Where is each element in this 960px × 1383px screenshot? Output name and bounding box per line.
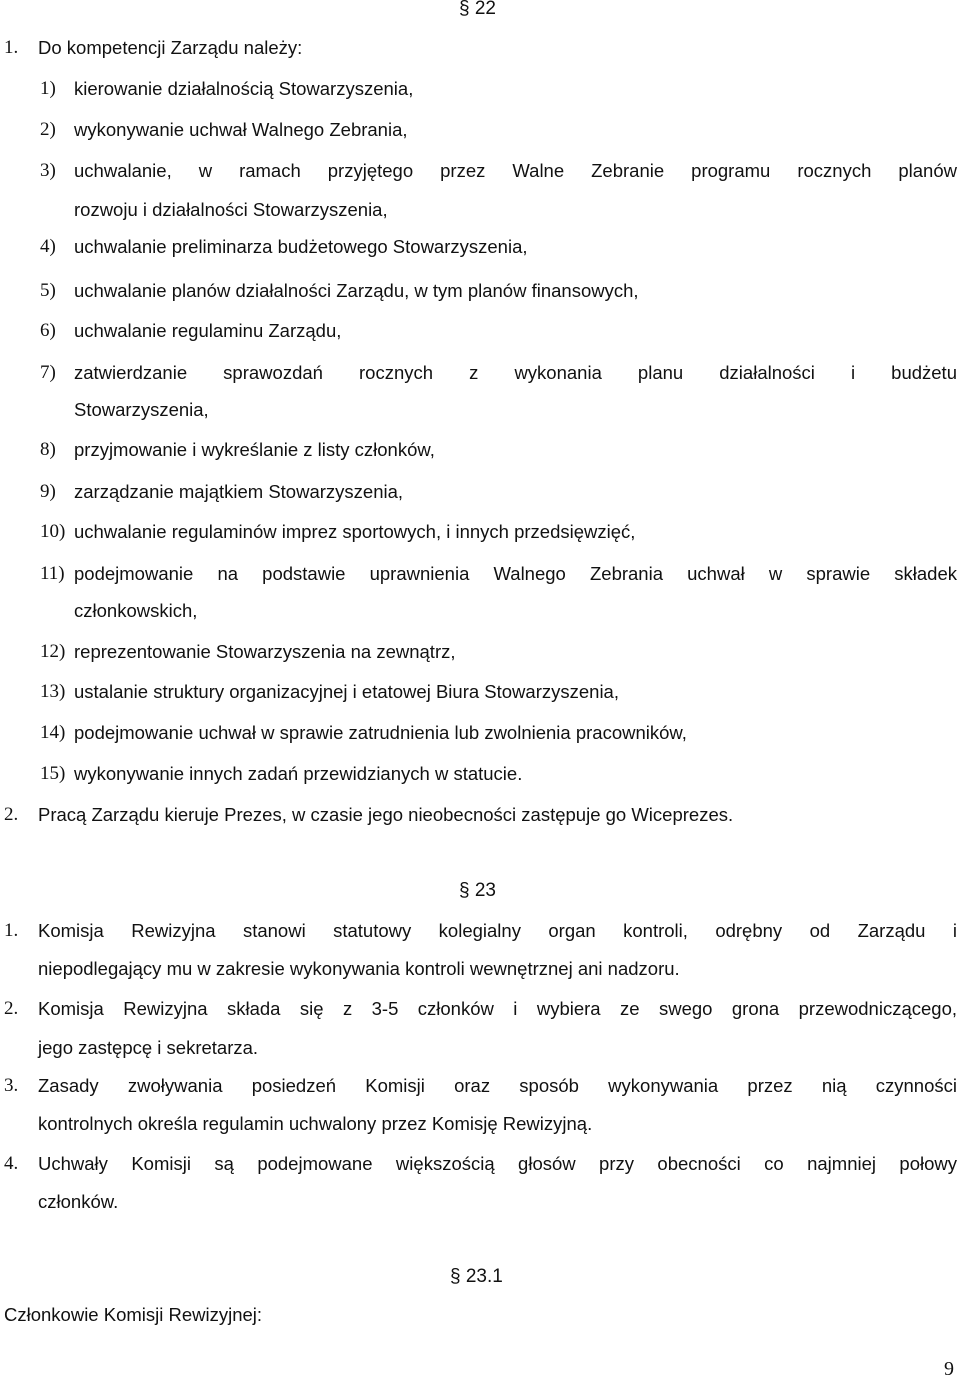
paragraph-text: Komisja Rewizyjna składa się z 3-5 członków i wybiera ze swego grona przewodniczącego,	[38, 998, 957, 1019]
list-item-text: uchwalanie, w ramach przyjętego przez Walne Zebranie programu rocznych planów	[74, 160, 957, 181]
list-item-text-continued: członkowskich,	[74, 600, 198, 621]
list-item-number: 13)	[40, 681, 66, 702]
list-item-text: uchwalanie planów działalności Zarządu, w tym planów finansowych,	[74, 280, 639, 301]
paragraph-text-continued: niepodlegający mu w zakresie wykonywania kontroli wewnętrznej ani nadzoru.	[38, 958, 680, 979]
section-22-heading: § 22	[459, 0, 496, 19]
list-item-text: zarządzanie majątkiem Stowarzyszenia,	[74, 481, 404, 502]
section-23-heading: § 23	[459, 880, 496, 901]
list-item-text: ustalanie struktury organizacyjnej i etatowej Biura Stowarzyszenia,	[74, 681, 619, 702]
list-item-number: 1)	[40, 78, 56, 99]
paragraph-text-continued: członków.	[38, 1191, 119, 1212]
list-item-text: wykonywanie uchwał Walnego Zebrania,	[74, 119, 408, 140]
section-23-1-heading: § 23.1	[450, 1266, 503, 1287]
list-item-text-continued: rozwoju i działalności Stowarzyszenia,	[74, 199, 388, 220]
paragraph-text: Komisja Rewizyjna stanowi statutowy kolegialny organ kontroli, odrębny od Zarządu i	[38, 920, 957, 941]
list-item-text: podejmowanie na podstawie uprawnienia Walnego Zebrania uchwał w sprawie składek	[74, 563, 957, 584]
paragraph-text: Zasady zwoływania posiedzeń Komisji oraz sposób wykonywania przez nią czynności	[38, 1075, 957, 1096]
list-item-text: uchwalanie regulaminów imprez sportowych, i innych przedsięwzięć,	[74, 521, 636, 542]
list-item-text: zatwierdzanie sprawozdań rocznych z wykonania planu działalności i budżetu	[74, 362, 957, 383]
list-item-number: 6)	[40, 320, 56, 341]
list-item-number: 11)	[40, 563, 65, 584]
paragraph-number: 4.	[4, 1153, 19, 1174]
list-item-text: uchwalanie preliminarza budżetowego Stowarzyszenia,	[74, 236, 528, 257]
list-item-text: przyjmowanie i wykreślanie z listy członków,	[74, 439, 435, 460]
page-number: 9	[944, 1358, 954, 1380]
list-item-text: kierowanie działalnością Stowarzyszenia,	[74, 78, 414, 99]
list-item-number: 3)	[40, 160, 56, 181]
list-item-text: uchwalanie regulaminu Zarządu,	[74, 320, 342, 341]
paragraph-text: Uchwały Komisji są podejmowane większością głosów przy obecności co najmniej połowy	[38, 1153, 957, 1174]
paragraph-text-continued: kontrolnych określa regulamin uchwalony przez Komisję Rewizyjną.	[38, 1113, 593, 1134]
list-item-text: podejmowanie uchwał w sprawie zatrudnienia lub zwolnienia pracowników,	[74, 722, 687, 743]
paragraph-number: 1.	[4, 920, 19, 941]
list-item-number: 9)	[40, 481, 56, 502]
list-item-number: 5)	[40, 280, 56, 301]
paragraph-text: Do kompetencji Zarządu należy:	[38, 37, 303, 58]
list-item-text-continued: Stowarzyszenia,	[74, 399, 209, 420]
list-item-text: wykonywanie innych zadań przewidzianych w statucie.	[74, 763, 523, 784]
paragraph-text: Członkowie Komisji Rewizyjnej:	[4, 1304, 263, 1325]
list-item-text: reprezentowanie Stowarzyszenia na zewnątrz,	[74, 641, 456, 662]
paragraph-number: 1.	[4, 37, 19, 58]
list-item-number: 10)	[40, 521, 66, 542]
paragraph-number: 3.	[4, 1075, 19, 1096]
paragraph-number: 2.	[4, 998, 19, 1019]
list-item-number: 15)	[40, 763, 66, 784]
list-item-number: 4)	[40, 236, 56, 257]
paragraph-number: 2.	[4, 804, 19, 825]
list-item-number: 7)	[40, 362, 56, 383]
list-item-number: 2)	[40, 119, 56, 140]
paragraph-text: Pracą Zarządu kieruje Prezes, w czasie jego nieobecności zastępuje go Wiceprezes.	[38, 804, 734, 825]
list-item-number: 8)	[40, 439, 56, 460]
paragraph-text-continued: jego zastępcę i sekretarza.	[38, 1037, 259, 1058]
list-item-number: 14)	[40, 722, 66, 743]
list-item-number: 12)	[40, 641, 66, 662]
